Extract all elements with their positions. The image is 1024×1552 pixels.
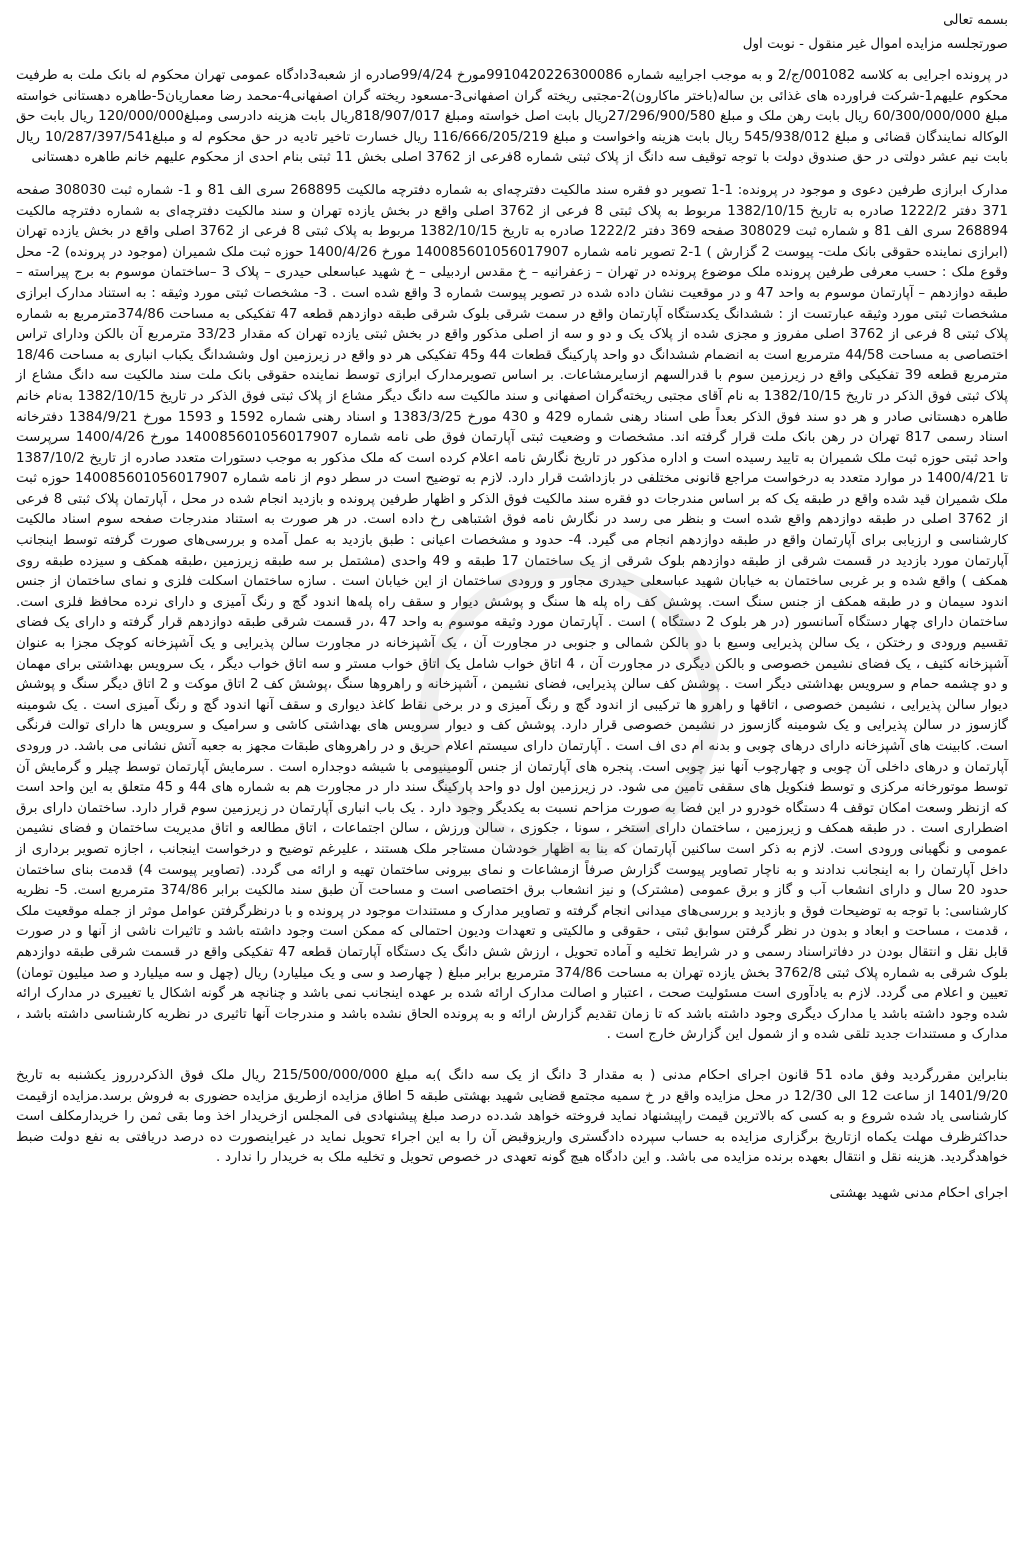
signature-line: اجرای احکام مدنی شهید بهشتی: [829, 1184, 1008, 1201]
document-heading: بسمه تعالی: [943, 12, 1008, 28]
document-title: صورتجلسه مزایده اموال غیر منقول - نوبت اول: [742, 36, 1008, 52]
paragraph-expert-report: مدارک ابرازی طرفین دعوی و موجود در پرونده: 1-1 تصویر دو فقره سند مالکیت دفترچه‌ای به شماره دفترچه مالکیت 268895 سری الف 81 و 1- شماره ثبت 308030 صفحه 371 دفتر 1222/2 صادره به تاریخ 1382/10/15 مربوط به پلاک ثبتی 8 فرعی از 3762 اصلی واقع در بخش یازده تهران و سند مالکیت دفترچه‌ای به شماره دفترچه مالکیت 268894 سری الف 81 و شماره ثبت 308029 صفحه 369 دفتر 1222/2 صادره به تاریخ 1382/10/15 مربوط به پلاک ثبتی 8 فرعی از 3762 اصلی واقع در بخش یازده تهران (ابرازی نماینده حقوقی بانک ملت- پیوست 2 گزارش ) 1-2 تصویر نامه شماره 14008560105601790‌7 مورخ 1400/4/26 حوزه ثبت ملک شمیران (موجود در پرونده) 2- محل وقوع ملک : حسب معرفی طرفین پرونده ملک موضوع پرونده در تهران – زعفرانیه – خ مقدس اردبیلی – خ شهید عباسعلی حیدری – پلاک 3 –ساختمان موسوم به برج پیراسته – طبقه دوازدهم – آپارتمان موسوم به واحد 47 و در موقعیت نشان داده شده در تصویر پیوست شماره 3 واقع شده است . 3- مشخصات ثبتی مورد وثیقه : به استناد مدارک ابرازی مشخصات ثبتی مورد وثیقه عبارتست از : ششدانگ یکدستگاه آپارتمان واقع در سمت شرقی بلوک شرقی طبقه دوازدهم قطعه 47 تفکیکی به مساحت 374/86مترمربع به شماره پلاک ثبتی 8 فرعی از 3762 اصلی مفروز و مجزی شده از پلاک یک و دو و سه از اصلی مذکور واقع در بخش ثبتی یازده تهران که مقدار 33/23 مترمربع آن بالکن ودارای تراس اختصاصی به مساحت 44/58 مترمربع است به انضمام ششدانگ دو واحد پارکینگ قطعات 44 و45 تفکیکی هر دو واقع در زیرزمین اول وششدانگ یکباب انباری به مساحت 18/46 مترمربع قطعه 39 تفکیکی واقع در زیرزمین سوم با قدرالسهم ازسایرمشاعات. بر اساس تصویرمدارک ابرازی توسط نماینده حقوقی بانک ملت سند مالکیت سه دانگ مشاع از پلاک ثبتی فوق الذکر در تاریخ 1382/10/15 به نام آقای مجتبی ریخته‌گران اصفهانی و سند مالکیت سه دانگ دیگر مشاع از پلاک ثبتی فوق الذکر در تاریخ 1382/10/15 به‌نام خانم طاهره دهستانی صادر و هر دو سند فوق الذکر بعداً طی اسناد رهنی شماره 429 و 430 مورخ 1383/3/25 و اسناد رهنی شماره 1592 و 1593 مورخ 1384/9/21 دفترخانه اسناد رسمی 817 تهران در رهن بانک ملت قرار گرفته اند. مشخصات و وضعیت ثبتی آپارتمان فوق طی نامه شماره 14008560105601790‌7 مورخ 1400/4/26 سرپرست واحد ثبتی حوزه ثبت ملک شمیران به تایید رسیده است و اداره مذکور در تاریخ نگارش نامه اعلام کرده است که ملک مذکور به موجب دستورات متعدد صادره از تاریخ 1387/10/2 تا 1400/4/21 در موارد متعدد به درخواست مراجع قانونی مختلفی در بازداشت قرار دارد. لازم به توضیح است در سطر دوم از نامه شماره 14008560105601790‌7 حوزه ثبت ملک شمیران قید شده واقع در طبقه یک که بر اساس مندرجات دو فقره سند مالکیت فوق الذکر و اظهار طرفین پرونده و بازدید انجام شده در محل ، آپارتمان پلاک ثبتی 8 فرعی از 3762 اصلی در طبقه دوازدهم واقع شده است و بنظر می رسد در نگارش نامه فوق اشتباهی رخ داده است. در هر صورت به استناد مندرجات صفحه سوم اسناد مالکیت کارشناسی و ارزیابی برای آپارتمان واقع در طبقه دوازدهم انجام می گیرد. 4- حدود و مشخصات اعیانی : طبق بازدید به عمل آمده و بررسی‌های صورت گرفته توسط اینجانب آپارتمان مورد بازدید در قسمت شرقی از طبقه دوازدهم بلوک شرقی از یک ساختمان 17 طبقه و 49 واحدی (مشتمل بر سه طبقه زیرزمین ،طبقه همکف و سیزده طبقه روی همکف ) واقع شده و بر غربی ساختمان به خیابان شهید عباسعلی حیدری مجاور و ورودی ساختمان از این خیابان است . سازه ساختمان اسکلت فلزی و نمای ساختمان از جنس اندود سیمان و در طبقه همکف از جنس سنگ است. پوشش کف راه پله ها سنگ و پوشش دیوار و سقف راه پله‌ها اندود گچ و رنگ آمیزی و دارای نرده محافظ فلزی است. ساختمان دارای چهار دستگاه آسانسور (در هر بلوک 2 دستگاه ) است . آپارتمان مورد وثیقه موسوم به واحد 47 ،در قسمت شرقی طبقه دوازدهم قرار گرفته و دارای یک فضای تقسیم ورودی و رختکن ، یک سالن پذیرایی وسیع با دو بالکن شمالی و جنوبی در مجاورت آن ، یک آشپزخانه در مجاورت سالن پذیرایی و یک آشپزخانه کوچک مجزا به عنوان آشپزخانه کثیف ، یک فضای نشیمن خصوصی و بالکن دیگری در مجاورت آن ، 4 اتاق خواب شامل یک اتاق خواب مستر و سه اتاق خواب دیگر ، یک سرویس بهداشتی برای مهمان و دو چشمه حمام و سرویس بهداشتی دیگر است . پوشش کف سالن پذیرایی، فضای نشیمن ، آشپزخانه و راهروها سنگ ،پوشش کف 2 اتاق موکت و 2 اتاق دیگر سنگ و پوشش دیوار سالن پذیرایی ، نشیمن خصوصی ، اتاقها و راهرو ها ترکیبی از اندود گچ و رنگ آمیزی و در برخی نقاط کاغذ دیواری و سقف آنها اندود گچ و رنگ آمیزی است . یک شومینه گازسوز در سالن پذیرایی و یک شومینه گازسوز در نشیمن خصوصی قرار دارد. پوشش کف و دیوار سرویس های بهداشتی کاشی و سرامیک و سرویس ها دارای توالت فرنگی است. کابینت های آشپزخانه دارای درهای چوبی و بدنه ام دی اف است . آپارتمان دارای سیستم اعلام حریق و در راهروهای طبقات مجهز به جعبه آتش نشانی می باشد. در ورودی آپارتمان و درهای داخلی آن چوبی و چهارچوب آنها نیز چوبی است. پنجره های آپارتمان از جنس آلومینیومی با شیشه دوجداره است . سرمایش آپارتمان توسط چیلر و گرمایش آن توسط موتورخانه مرکزی و توسط فنکویل های سقفی تامین می شود. در زیرزمین اول دو واحد پارکینگ سند دار در مجاورت هم به شماره های 44 و 45 متعلق به این واحد است که ازنظر وسعت امکان توقف 4 دستگاه خودرو در این فضا به صورت مزاحم نسبت به یکدیگر وجود دارد . یک باب انباری آپارتمان در زیرزمین سوم قرار دارد. ساختمان دارای برق اضطراری است . در طبقه همکف و زیرزمین ، ساختمان دارای استخر ، سونا ، جکوزی ، سالن ورزش ، سالن اجتماعات ، اتاق مطالعه و اتاق مدیریت ساختمان و فضای نشیمن عمومی و نگهبانی ورودی است. لازم به ذکر است ساکنین آپارتمان که بنا به اظهار خودشان مستاجر ملک هستند ، علیرغم توضیح و درخواست اینجانب ، اجازه تصویر برداری از داخل آپارتمان را به اینجانب ندادند و به ناچار تصاویر پیوست گزارش صرفاً ازمشاعات و نمای بیرونی ساختمان تهیه و ارائه می گردد. (تصاویر پیوست 4) قدمت بنای ساختمان حدود 20 سال و دارای انشعاب آب و گاز و برق عمومی (مشترک) و نیز انشعاب برق اختصاصی است و مساحت آن طبق سند مالکیت برابر 374/86 مترمربع است. 5- نظریه کارشناسی: با توجه به توضیحات فوق و بازدید و بررسی‌های میدانی انجام گرفته و تصاویر مدارک و مستندات موجود در پرونده و با درنظرگرفتن عوامل موثر از جمله موقعیت ملک ، قدمت ، مساحت و ابعاد و بدون در نظر گرفتن سوابق ثبتی ، حقوقی و مالکیتی و تعهدات ودیون احتمالی که ممکن است وجود داشته باشد و تاثیرات ناشی از آنها و در صورت قابل نقل و انتقال بودن در دفاتراسناد رسمی و در شرایط تخلیه و آماده تحویل ، ارزش شش دانگ یک دستگاه آپارتمان قطعه 47 تفکیکی واقع در قسمت شرقی طبقه دوازدهم بلوک شرقی به شماره پلاک ثبتی 3762/8 بخش یازده تهران به مساحت 374/86 مترمربع برابر مبلغ ( چهارصد و سی و یک میلیارد) ریال (چهل و سه میلیارد و صد میلیون تومان) تعیین و اعلام می گردد. لازم به یادآوری است مسئولیت صحت ، اعتبار و اصالت مدارک ارائه شده بر عهده اینجانب نمی باشد و چنانچه هر گونه اشکال یا تغییری در مدارک ارائه شده وجود داشته باشد یا مدارک دیگری وجود داشته باشد که تا زمان تقدیم گزارش ارائه و به پرونده الحاق نشده باشد و مندرجات آنها تاثیری در نظریه کارشناسی داشته باشد ، مدارک و مستندات جدید تلقی شده و از شمول این گزارش خارج است .: [16, 182, 1009, 1043]
paragraph-auction-terms: بنابراین مقررگردید وفق ماده 51 قانون اجرای احکام مدنی ( به مقدار 3 دانگ از یک سه دانگ )به مبلغ 215/500/000/000 ریال ملک فوق الذکردرروز یکشنبه به تاریخ 1401/9/20 از ساعت 12 الی 12/30 در محل مزایده واقع در خ سمیه مجتمع قضایی شهید بهشتی طبقه 5 اطاق مزایده ازطریق مزایده حضوری به فروش برسد.مزایده ازقیمت کارشناسی یاد شده شروع و به کسی که بالاترین قیمت راپیشنهاد نماید فروخته خواهد شد.ده درصد مبلغ پیشنهادی فی المجلس ازخریدار اخذ وما بقی ثمن را خریدارمکلف است حداکثرظرف مهلت یکماه ازتاریخ برگزاری مزایده به حساب سپرده دادگستری واریزوقبض آن را به این اجراء تحویل نماید در غیراینصورت ده درصد دریافتی به نفع دولت ضبط خواهدگردید. هزینه نقل و انتقال بعهده برنده مزایده می باشد. و این دادگاه هیچ گونه تعهدی در خصوص تحویل و تخلیه ملک به خریدار را ندارد .: [16, 1067, 1008, 1166]
paragraph-case-details: در پرونده اجرایی به کلاسه 001082/ج/2 و به موجب اجراییه شماره 9910420226300086مورخ 99/4/24صادره از شعبه3دادگاه عمومی تهران محکوم له بانک ملت به طرفیت محکوم علیهم1-شرکت فراورده های غذائی بن ساله(باختر ماکارون)2-مجتبی ریخته گران اصفهانی3-مسعود ریخته گران اصفهانی4-محمد رضا معماریان5-طاهره دهستانی خواسته مبلغ 60/300/000/000 ریال بابت رهن ملک و مبلغ 27/296/900/580ریال بابت اصل خواسته ومبلغ 818/907/017ریال بابت هزینه دادرسی ومبلغ120/000/000 ریال بابت حق الوکاله نمایندگان قضائی و مبلغ 545/938/012 ریال بابت هزینه واخواست و مبلغ 116/666/205/219 ریال خسارت تاخیر تادیه در حق محکوم له و مبلغ10/287/397/541 ریال بابت نیم عشر دولتی در حق صندوق دولت با توجه توقیف سه دانگ از پلاک ثبتی شماره 8فرعی از 3762 اصلی بخش 11 ثبتی بنام احدی از محکوم علیهم خانم طاهره دهستانی: [16, 68, 1009, 166]
